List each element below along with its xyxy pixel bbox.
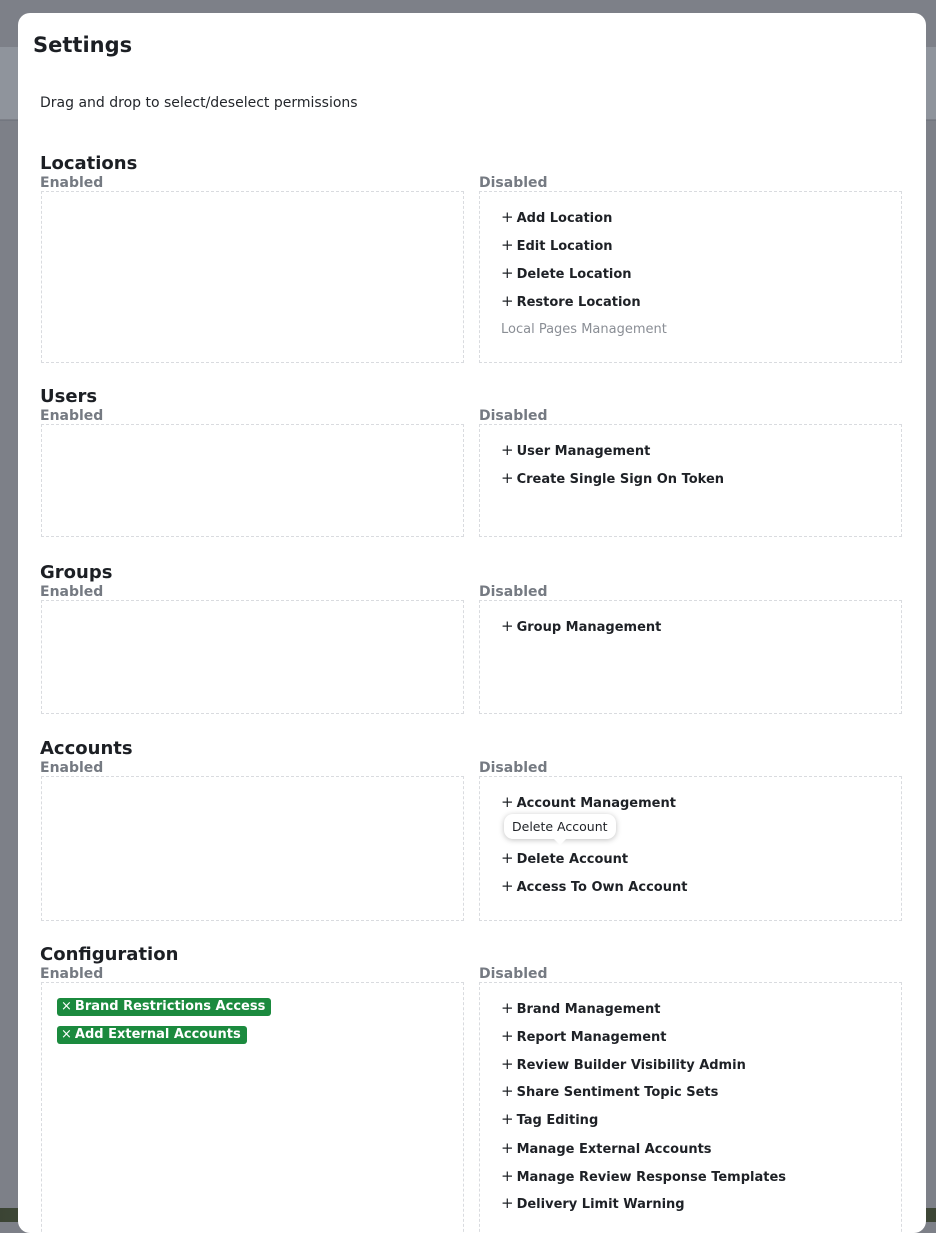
plus-icon: +: [501, 877, 514, 895]
enabled-dropzone[interactable]: [41, 191, 464, 363]
enabled-label: Enabled: [40, 408, 104, 424]
close-icon[interactable]: ×: [61, 1027, 72, 1042]
enabled-permission-brand-restrictions-access[interactable]: × Brand Restrictions Access: [57, 998, 271, 1016]
disabled-label: Disabled: [479, 966, 548, 982]
permission-delete-account[interactable]: + Delete Account: [501, 849, 629, 867]
plus-icon: +: [501, 469, 514, 487]
permission-add-location[interactable]: + Add Location: [501, 208, 613, 226]
permission-edit-location[interactable]: + Edit Location: [501, 236, 613, 254]
plus-icon: +: [501, 999, 514, 1017]
disabled-label: Disabled: [479, 584, 548, 600]
plus-icon: +: [501, 1027, 514, 1045]
permission-access-own-account[interactable]: + Access To Own Account: [501, 877, 688, 895]
section-configuration: [40, 944, 903, 1233]
plus-icon: +: [501, 617, 514, 635]
section-title: Users: [40, 386, 98, 407]
plus-icon: +: [501, 441, 514, 459]
disabled-dropzone[interactable]: [479, 776, 902, 921]
enabled-permission-add-external-accounts[interactable]: × Add External Accounts: [57, 1026, 247, 1044]
permission-report-management[interactable]: + Report Management: [501, 1027, 667, 1045]
permission-group-management[interactable]: + Group Management: [501, 617, 662, 635]
section-title: Accounts: [40, 738, 133, 759]
section-title: Locations: [40, 153, 138, 174]
permission-delete-location[interactable]: + Delete Location: [501, 264, 632, 282]
enabled-label: Enabled: [40, 966, 104, 982]
plus-icon: +: [501, 292, 514, 310]
section-title: Configuration: [40, 944, 179, 965]
plus-icon: +: [501, 236, 514, 254]
permission-manage-review-response-templates[interactable]: + Manage Review Response Templates: [501, 1167, 787, 1185]
permission-delivery-limit-warning[interactable]: + Delivery Limit Warning: [501, 1194, 685, 1212]
section-groups: [40, 562, 903, 727]
plus-icon: +: [501, 1139, 514, 1157]
enabled-label: Enabled: [40, 175, 104, 191]
permission-restore-location[interactable]: + Restore Location: [501, 292, 641, 310]
permission-review-builder-visibility-admin[interactable]: + Review Builder Visibility Admin: [501, 1055, 746, 1073]
disabled-dropzone[interactable]: [479, 191, 902, 363]
disabled-label: Disabled: [479, 175, 548, 191]
disabled-label: Disabled: [479, 760, 548, 776]
disabled-label: Disabled: [479, 408, 548, 424]
plus-icon: +: [501, 264, 514, 282]
permission-create-sso-token[interactable]: + Create Single Sign On Token: [501, 469, 725, 487]
plus-icon: +: [501, 849, 514, 867]
plus-icon: +: [501, 1082, 514, 1100]
enabled-dropzone[interactable]: [41, 982, 464, 1233]
instructions-text: Drag and drop to select/deselect permissions: [40, 95, 358, 111]
disabled-dropzone[interactable]: [479, 424, 902, 537]
modal-title: Settings: [33, 33, 133, 57]
tooltip: Delete Account: [504, 814, 616, 839]
permission-share-sentiment-topic-sets[interactable]: + Share Sentiment Topic Sets: [501, 1082, 719, 1100]
section-title: Groups: [40, 562, 113, 583]
settings-modal: [18, 13, 926, 1233]
disabled-dropzone[interactable]: [479, 600, 902, 714]
enabled-dropzone[interactable]: [41, 424, 464, 537]
plus-icon: +: [501, 793, 514, 811]
enabled-label: Enabled: [40, 760, 104, 776]
plus-icon: +: [501, 1055, 514, 1073]
permission-account-management[interactable]: + Account Management: [501, 793, 676, 811]
close-icon[interactable]: ×: [61, 999, 72, 1014]
permission-user-management[interactable]: + User Management: [501, 441, 651, 459]
permission-local-pages-management: Local Pages Management: [501, 322, 667, 337]
section-accounts: [40, 738, 903, 933]
permission-manage-external-accounts[interactable]: + Manage External Accounts: [501, 1139, 712, 1157]
permission-tag-editing[interactable]: + Tag Editing: [501, 1110, 599, 1128]
section-locations: [40, 153, 903, 378]
plus-icon: +: [501, 1194, 514, 1212]
enabled-dropzone[interactable]: [41, 600, 464, 714]
permission-brand-management[interactable]: + Brand Management: [501, 999, 661, 1017]
plus-icon: +: [501, 1167, 514, 1185]
plus-icon: +: [501, 1110, 514, 1128]
plus-icon: +: [501, 208, 514, 226]
section-users: [40, 386, 903, 551]
disabled-dropzone[interactable]: [479, 982, 902, 1233]
enabled-label: Enabled: [40, 584, 104, 600]
enabled-dropzone[interactable]: [41, 776, 464, 921]
